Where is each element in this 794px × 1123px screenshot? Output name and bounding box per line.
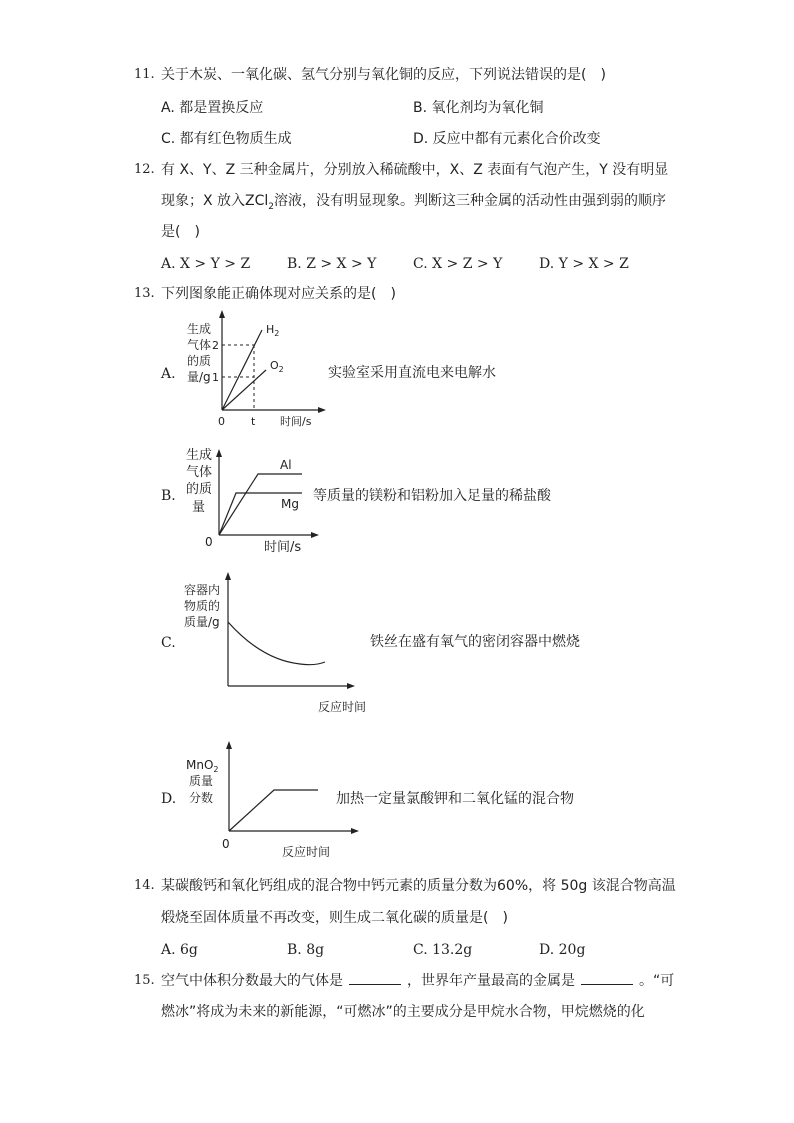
option-b-desc: 等质量的镁粉和铝粉加入足量的稀盐酸 (313, 488, 551, 504)
stem-text: 溶液，没有明显现象。判断这三种金属的活动性由强到弱的顺序 (274, 193, 667, 209)
question-number: 15. (134, 973, 155, 988)
y-axis-label: 的质 (186, 482, 213, 497)
question-number: 11. (134, 67, 155, 82)
y-axis-label: 量 (192, 500, 206, 515)
option-a: A. 6g (161, 942, 198, 958)
option-d: D. 反应中都有元素化合价改变 (413, 131, 601, 147)
question-stem-line1: 某碳酸钙和氧化钙组成的混合物中钙元素的质量分数为60%，将 50g 该混合物高温 (161, 878, 676, 894)
x-axis-label: 时间/s (264, 540, 302, 555)
subscript: 2 (213, 765, 219, 774)
al-label: Al (280, 458, 292, 472)
x-axis-label: 反应时间 (318, 700, 367, 714)
y-tick: 2 (212, 339, 219, 352)
subscript: 2 (274, 329, 280, 338)
y-axis-label: 气体 (186, 465, 213, 480)
option-a: A. X > Y > Z (161, 256, 251, 272)
y-axis-label: 物质的 (184, 599, 221, 613)
option-d: D. 20g (539, 942, 586, 958)
y-axis-label: 质量/g (184, 615, 220, 629)
option-a-desc: 实验室采用直流电来电解水 (328, 365, 496, 381)
subscript: 2 (278, 365, 284, 374)
question-stem-line3: 是( ) (161, 224, 200, 240)
option-a-letter: A. (161, 366, 176, 382)
option-c-letter: C. (161, 635, 176, 651)
stem-text: 现象；X 放入ZCl (161, 193, 269, 209)
option-b: B. Z > X > Y (287, 256, 377, 272)
stem-text: ，世界年产量最高的金属是 (407, 973, 575, 989)
answer-blank[interactable] (581, 972, 633, 985)
stem-text: 空气中体积分数最大的气体是 (161, 973, 343, 989)
arrow (226, 741, 232, 749)
question-number: 13. (134, 286, 155, 301)
y-axis-label: 的质 (187, 354, 212, 368)
x-tick: t (251, 415, 256, 428)
subscript: 2 (268, 201, 275, 212)
option-d-letter: D. (161, 791, 177, 807)
option-b-letter: B. (161, 488, 176, 504)
y-axis-label: 质量 (189, 774, 214, 788)
origin-label: 0 (205, 535, 213, 549)
arrow (351, 828, 359, 834)
y-axis-label: 气体 (187, 338, 212, 352)
y-axis-label: 容器内 (184, 583, 221, 597)
y-axis-label (186, 758, 219, 774)
question-stem: 关于木炭、一氧化碳、氢气分别与氧化铜的反应，下列说法错误的是( ) (161, 67, 606, 83)
x-axis-label: 反应时间 (282, 845, 331, 859)
y-axis-label: 分数 (189, 791, 214, 805)
question-stem-line1: 有 X、Y、Z 三种金属片，分别放入稀硫酸中，X、Z 表面有气泡产生，Y 没有明显 (161, 162, 669, 178)
option-c: C. X > Z > Y (413, 256, 503, 272)
option-d: D. Y > X > Z (539, 256, 629, 272)
question-number: 14. (134, 878, 155, 893)
question-stem-line2: 燃冰”将成为未来的新能源，“可燃冰”的主要成分是甲烷水合物，甲烷燃烧的化 (161, 1004, 645, 1020)
fraction-line (229, 790, 318, 831)
option-c: C. 都有红色物质生成 (161, 131, 292, 147)
origin-label: 0 (222, 837, 230, 851)
y-tick: 1 (212, 371, 219, 384)
option-b: B. 8g (287, 942, 325, 958)
mg-label: Mg (281, 497, 299, 511)
option-d-desc: 加热一定量氯酸钾和二氧化锰的混合物 (336, 791, 574, 807)
label-text: O (270, 359, 279, 372)
option-c-desc: 铁丝在盛有氧气的密闭容器中燃烧 (370, 634, 580, 650)
origin-label: 0 (218, 415, 225, 428)
option-c: C. 13.2g (413, 942, 473, 958)
question-stem-line2: 煅烧至固体质量不再改变，则生成二氧化碳的质量是( ) (161, 910, 508, 926)
option-a: A. 都是置换反应 (161, 100, 264, 116)
label-text: MnO (186, 758, 214, 772)
option-b: B. 氧化剂均为氧化铜 (413, 100, 544, 116)
question-stem: 下列图象能正确体现对应关系的是( ) (161, 286, 396, 302)
stem-text: 。“可 (639, 973, 675, 989)
question-stem-line1 (161, 972, 674, 990)
question-number: 12. (134, 162, 155, 177)
y-axis-label: 量/g (187, 370, 211, 384)
answer-blank[interactable] (349, 972, 401, 985)
y-axis-label: 生成 (186, 448, 213, 463)
x-axis-label: 时间/s (280, 415, 312, 428)
y-axis-label: 生成 (187, 322, 212, 336)
label-text: H (266, 323, 275, 336)
